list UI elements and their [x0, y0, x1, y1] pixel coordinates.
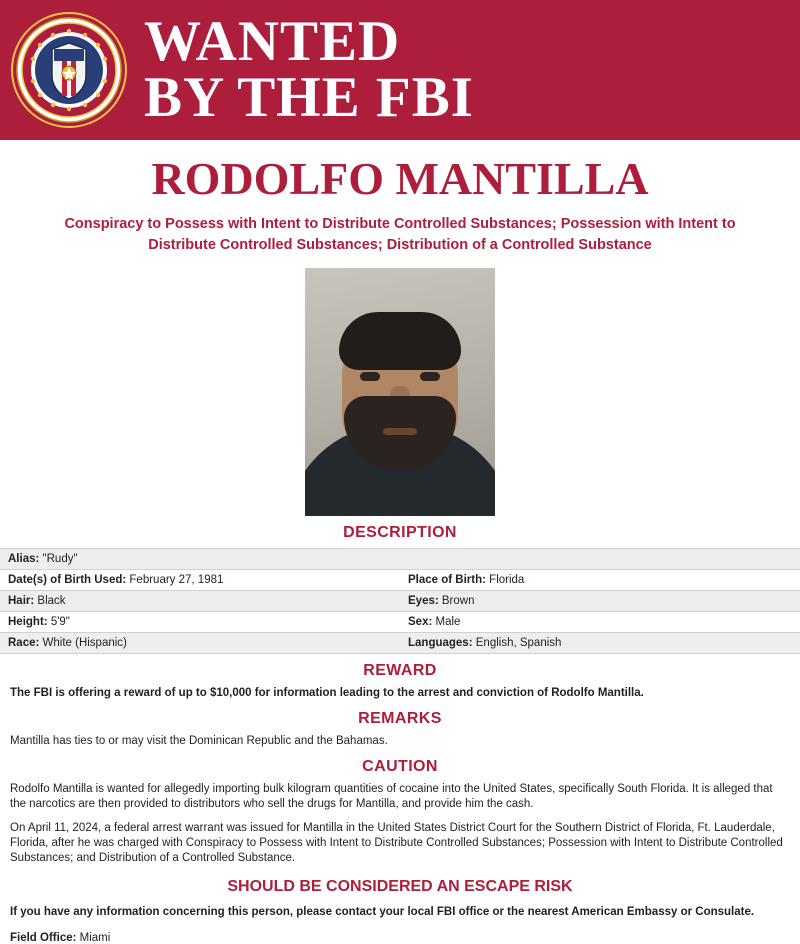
photo-brow-right: [418, 362, 444, 369]
field-label: Eyes:: [408, 595, 439, 607]
field-label: Height:: [8, 616, 48, 628]
banner-line-by-the-fbi: BY THE FBI: [144, 66, 474, 129]
photo-eye-left: [360, 372, 380, 381]
escape-risk-notice: SHOULD BE CONSIDERED AN ESCAPE RISK: [227, 878, 573, 895]
photo-container: [0, 268, 800, 516]
field-value: White (Hispanic): [42, 637, 127, 649]
poster-header-banner: [0, 0, 800, 140]
description-cell-languages: [400, 633, 800, 654]
photo-mouth: [383, 428, 417, 435]
field-label: Hair:: [8, 595, 35, 607]
banner-title-group: [144, 10, 474, 129]
charges-text: Conspiracy to Possess with Intent to Distribute Controlled Substances; Possession with Intent to Distribute Controlled Substances; Distribution of a Controlled Substance: [64, 216, 736, 253]
field-office-label: Field Office:: [10, 932, 77, 944]
field-value: Male: [435, 616, 461, 628]
fbi-seal-icon: [10, 11, 128, 129]
photo-brow-left: [356, 362, 382, 369]
description-cell-empty: [400, 549, 800, 570]
table-row: [0, 633, 800, 654]
banner-line-wanted: WANTED: [144, 10, 401, 73]
table-row: [0, 570, 800, 591]
field-value: Black: [37, 595, 66, 607]
field-value: Florida: [489, 574, 525, 586]
description-cell-eyes: [400, 591, 800, 612]
description-cell-dob: [0, 570, 400, 591]
description-cell-alias: [0, 549, 400, 570]
field-office-line: [10, 932, 790, 944]
description-cell-place-of-birth: [400, 570, 800, 591]
field-value: February 27, 1981: [129, 574, 224, 586]
field-label: Alias:: [8, 553, 40, 565]
table-row: [0, 591, 800, 612]
reward-heading: REWARD: [363, 662, 437, 679]
field-label: Race:: [8, 637, 40, 649]
table-row: [0, 549, 800, 570]
caution-paragraph-1: Rodolfo Mantilla is wanted for allegedly importing bulk kilogram quantities of cocaine into the United States, specifically South Florida. It is alleged that the narcotics are then provided to distributors who sell the drugs for Mantilla, and provide him the cash.: [10, 783, 773, 810]
field-label: Languages:: [408, 637, 473, 649]
field-value: English, Spanish: [475, 637, 562, 649]
caution-paragraph-2: On April 11, 2024, a federal arrest warrant was issued for Mantilla in the United States District Court for the Southern District of Florida, Ft. Lauderdale, Florida, after he was charged with Conspiracy to Possess with Intent to Distribute Controlled Substances; Possession with Intent to Distribute Controlled Substances; and Distribution of a Controlled Substance.: [10, 822, 783, 864]
reward-text: The FBI is offering a reward of up to $10,000 for information leading to the arrest and conviction of Rodolfo Mantilla.: [10, 687, 644, 699]
field-label: Date(s) of Birth Used:: [8, 574, 127, 586]
field-label: Place of Birth:: [408, 574, 486, 586]
field-label: Sex:: [408, 616, 433, 628]
description-table: [0, 548, 800, 654]
description-cell-race: [0, 633, 400, 654]
subject-photo: [305, 268, 495, 516]
caution-heading: CAUTION: [362, 758, 438, 775]
description-cell-height: [0, 612, 400, 633]
field-value: Brown: [441, 595, 475, 607]
remarks-heading: REMARKS: [358, 710, 442, 727]
table-row: [0, 612, 800, 633]
field-office-value: Miami: [79, 932, 111, 944]
subject-name: RODOLFO MANTILLA: [151, 153, 649, 204]
description-cell-sex: [400, 612, 800, 633]
remarks-text: Mantilla has ties to or may visit the Dominican Republic and the Bahamas.: [10, 735, 388, 747]
description-heading: DESCRIPTION: [343, 524, 457, 541]
contact-instructions: If you have any information concerning this person, please contact your local FBI office or the nearest American Embassy or Consulate.: [10, 906, 755, 918]
description-cell-hair: [0, 591, 400, 612]
field-value: 5'9": [50, 616, 70, 628]
photo-eye-right: [420, 372, 440, 381]
field-value: "Rudy": [42, 553, 78, 565]
